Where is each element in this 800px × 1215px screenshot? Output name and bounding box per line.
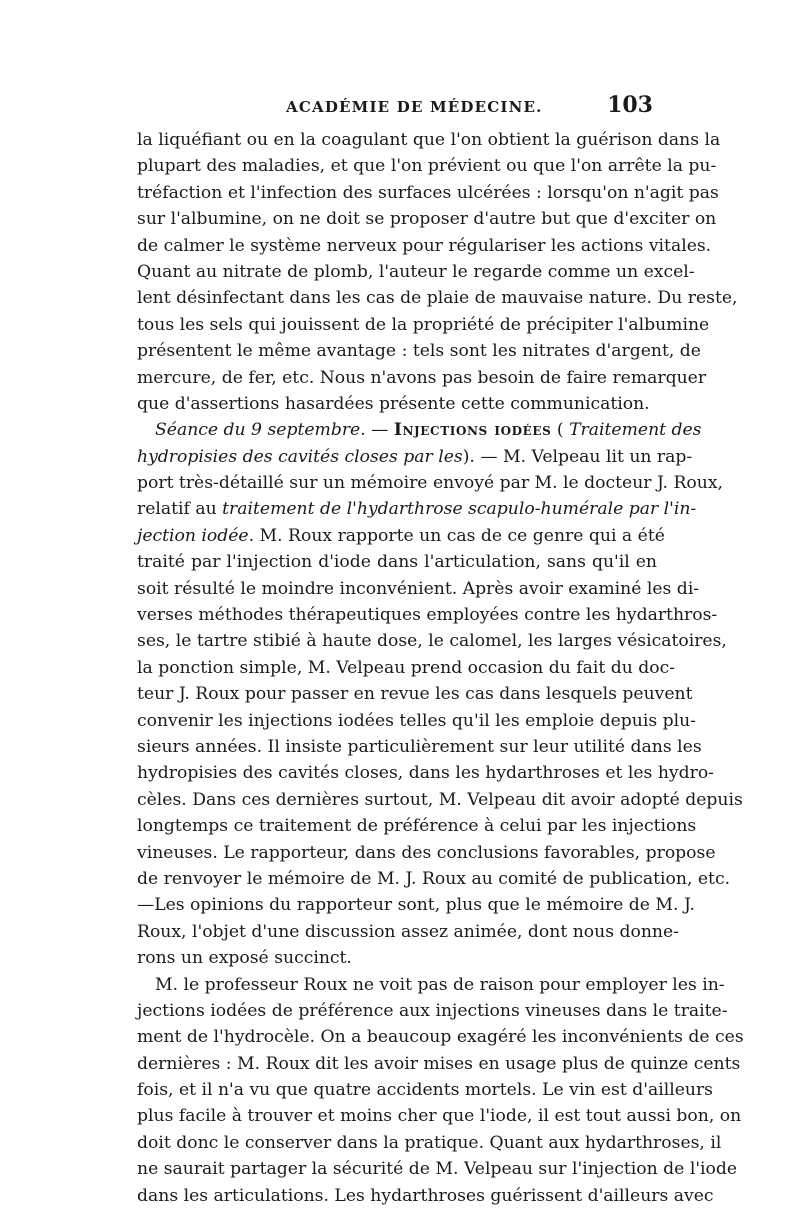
- text-line: [137, 1183, 714, 1209]
- text-run: Roux, l'objet d'une discussion assez animée, dont nous donne-: [137, 921, 679, 942]
- text-run: présentent le même avantage : tels sont les nitrates d'argent, de: [137, 341, 701, 362]
- text-line: [137, 259, 695, 285]
- text-line: [137, 813, 697, 839]
- text-line: [137, 338, 701, 364]
- text-line: [137, 444, 693, 470]
- text-run: . M. Roux rapporte un cas de ce genre qui a été: [248, 525, 665, 546]
- text-run: ment de l'hydrocèle. On a beaucoup exagéré les inconvénients de ces: [137, 1027, 744, 1048]
- text-run: que d'assertions hasardées présente cette communication.: [137, 393, 650, 414]
- text-run: verses méthodes thérapeutiques employées contre les hydarthros-: [137, 605, 718, 626]
- text-run: dans les articulations. Les hydarthroses guérissent d'ailleurs avec: [137, 1185, 714, 1206]
- italic-text: Séance du 9 septembre.: [155, 420, 366, 441]
- text-line: [137, 1130, 722, 1156]
- text-line: [137, 549, 657, 575]
- text-line: [137, 787, 743, 813]
- text-line: [137, 523, 665, 549]
- text-line: [137, 734, 702, 760]
- text-line: [137, 470, 723, 496]
- text-line: [137, 760, 714, 786]
- running-head: [140, 92, 655, 124]
- text-run: Quant au nitrate de plomb, l'auteur le regarde comme un excel-: [137, 261, 695, 282]
- text-line: [137, 1103, 742, 1129]
- text-run: (: [551, 420, 570, 441]
- text-run: ses, le tartre stibié à haute dose, le calomel, les larges vésicatoires,: [137, 631, 727, 652]
- text-line: [137, 919, 679, 945]
- text-run: la liquéfiant ou en la coagulant que l'on obtient la guérison dans la: [137, 130, 721, 150]
- text-line: [137, 285, 738, 311]
- text-run: plus facile à trouver et moins cher que l'iode, il est tout aussi bon, on: [137, 1106, 742, 1127]
- text-run: ne saurait partager la sécurité de M. Velpeau sur l'injection de l'iode: [137, 1159, 738, 1180]
- text-line: [137, 153, 717, 179]
- text-run: de calmer le système nerveux pour régulariser les actions vitales.: [137, 235, 712, 256]
- small-caps-heading: Injections iodées: [393, 420, 552, 441]
- text-run: vineuses. Le rapporteur, dans des conclusions favorables, propose: [137, 842, 716, 863]
- text-run: hydropisies des cavités closes, dans les hydarthroses et les hydro-: [137, 763, 714, 784]
- text-run: longtemps ce traitement de préférence à celui par les injections: [137, 816, 697, 837]
- text-line: [137, 127, 721, 153]
- text-run: lent désinfectant dans les cas de plaie de mauvaise nature. Du reste,: [137, 288, 738, 309]
- text-line: [137, 233, 712, 259]
- text-run: rons un exposé succinct.: [137, 948, 352, 969]
- text-line: [137, 655, 676, 681]
- text-line: [137, 945, 657, 971]
- text-run: port très-détaillé sur un mémoire envoyé par M. le docteur J. Roux,: [137, 473, 723, 494]
- text-run: tous les sels qui jouissent de la propriété de précipiter l'albumine: [137, 314, 710, 335]
- text-line: [137, 972, 725, 998]
- text-run: teur J. Roux pour passer en revue les cas dans lesquels peuvent: [137, 684, 693, 705]
- text-line: [137, 708, 696, 734]
- text-run: fois, et il n'a vu que quatre accidents mortels. Le vin est d'ailleurs: [137, 1080, 713, 1101]
- text-run: —: [365, 420, 394, 441]
- running-title: ACADÉMIE DE MÉDECINE.: [286, 98, 543, 116]
- text-line: [137, 1156, 738, 1182]
- text-line: [137, 892, 695, 918]
- text-run: dernières : M. Roux dit les avoir mises en usage plus de quinze cents: [137, 1053, 741, 1074]
- text-run: traité par l'injection d'iode dans l'articulation, sans qu'il en: [137, 552, 657, 573]
- text-run: tréfaction et l'infection des surfaces ulcérées : lorsqu'on n'agit pas: [137, 182, 719, 203]
- text-run: M. le professeur Roux ne voit pas de raison pour employer les in-: [155, 974, 725, 995]
- text-run: convenir les injections iodées telles qu'il les emploie depuis plu-: [137, 710, 696, 731]
- text-line: [137, 576, 700, 602]
- text-run: sur l'albumine, on ne doit se proposer d'autre but que d'exciter on: [137, 209, 717, 230]
- text-line: [137, 180, 719, 206]
- italic-text: Traitement des: [569, 420, 702, 441]
- text-line: [137, 628, 727, 654]
- text-line: [137, 1077, 713, 1103]
- text-line: [137, 391, 657, 417]
- text-run: relatif au: [137, 499, 223, 520]
- text-line: [137, 417, 702, 443]
- text-line: [137, 1051, 741, 1077]
- text-run: mercure, de fer, etc. Nous n'avons pas besoin de faire remarquer: [137, 367, 707, 388]
- italic-text: jection iodée: [137, 525, 249, 546]
- text-run: cèles. Dans ces dernières surtout, M. Velpeau dit avoir adopté depuis: [137, 789, 743, 810]
- page-number: 103: [607, 92, 653, 118]
- text-line: [137, 840, 716, 866]
- text-run: plupart des maladies, et que l'on prévient ou que l'on arrête la pu-: [137, 156, 717, 177]
- text-line: [137, 998, 728, 1024]
- text-run: soit résulté le moindre inconvénient. Après avoir examiné les di-: [137, 578, 700, 599]
- text-line: [137, 312, 710, 338]
- text-line: [137, 866, 731, 892]
- italic-text: traitement de l'hydarthrose scapulo-humérale par l'in-: [222, 499, 697, 520]
- text-line: [137, 496, 697, 522]
- italic-text: hydropisies des cavités closes par les: [137, 446, 463, 467]
- text-line: [137, 206, 717, 232]
- text-run: jections iodées de préférence aux injections vineuses dans le traite-: [137, 1000, 728, 1021]
- body-text: [137, 127, 744, 1209]
- text-run: ). — M. Velpeau lit un rap-: [462, 446, 693, 467]
- text-run: sieurs années. Il insiste particulièrement sur leur utilité dans les: [137, 736, 702, 757]
- text-line: [137, 1024, 744, 1050]
- text-line: [137, 602, 718, 628]
- text-line: [137, 365, 707, 391]
- text-run: doit donc le conserver dans la pratique. Quant aux hydarthroses, il: [137, 1132, 722, 1153]
- text-line: [137, 681, 693, 707]
- text-run: —Les opinions du rapporteur sont, plus que le mémoire de M. J.: [137, 895, 695, 916]
- text-run: de renvoyer le mémoire de M. J. Roux au comité de publication, etc.: [137, 868, 731, 889]
- text-run: la ponction simple, M. Velpeau prend occasion du fait du doc-: [137, 657, 676, 678]
